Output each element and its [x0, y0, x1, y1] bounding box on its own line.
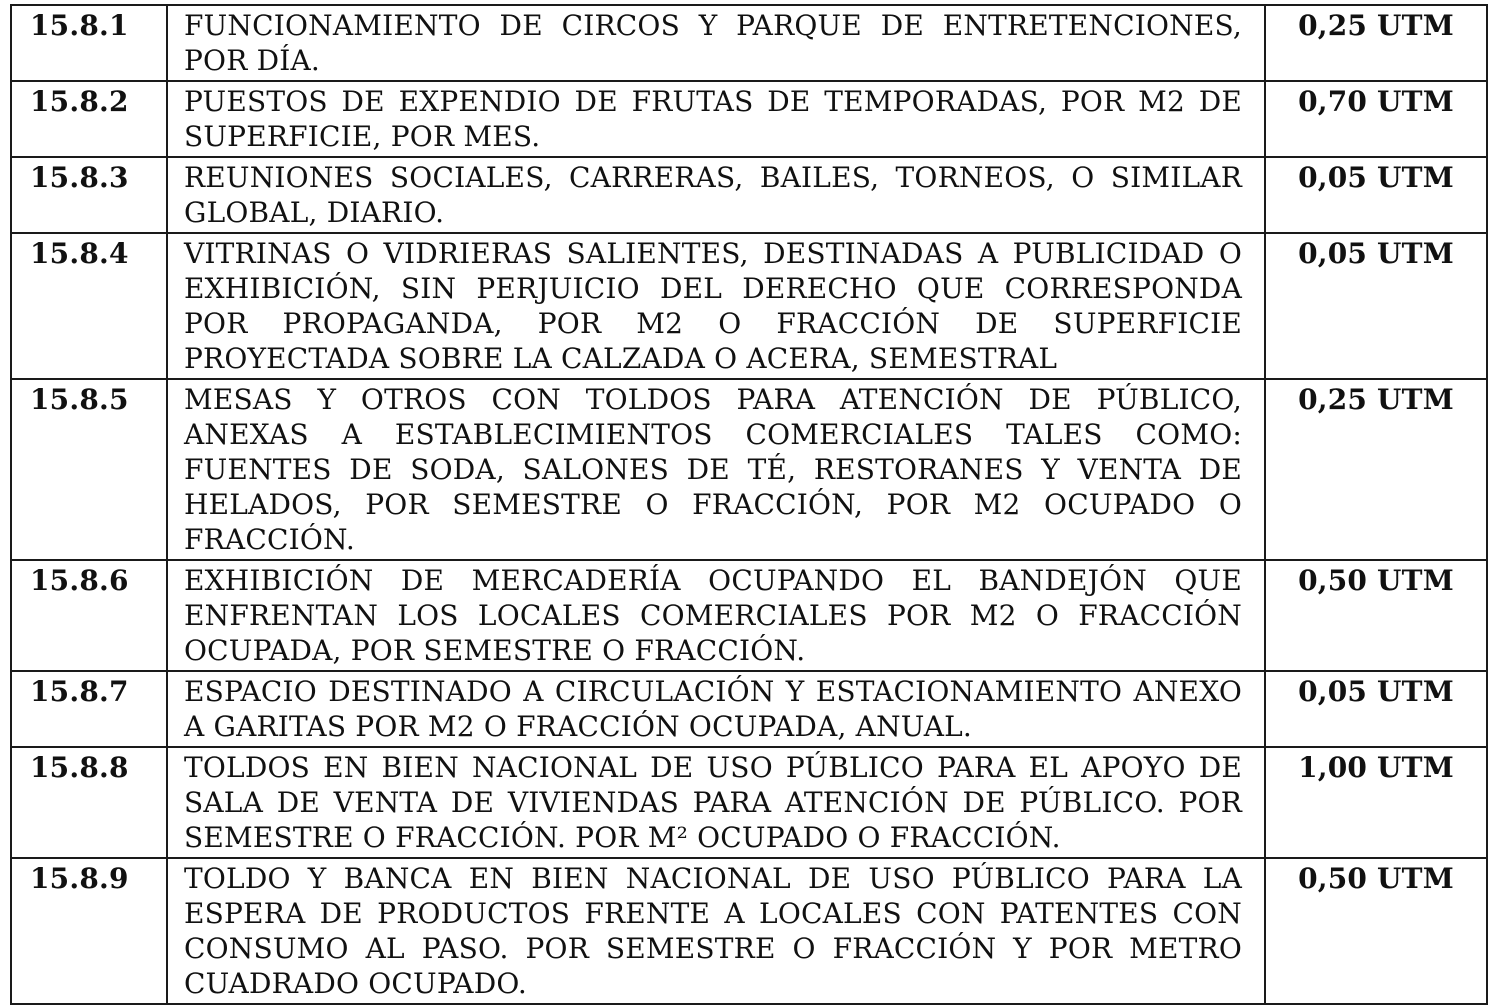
item-rate: 0,50 UTM	[1265, 560, 1487, 671]
item-rate: 0,70 UTM	[1265, 81, 1487, 157]
table-row	[11, 157, 1487, 233]
item-description: EXHIBICIÓN DE MERCADERÍA OCUPANDO EL BANDEJÓN QUE ENFRENTAN LOS LOCALES COMERCIALES POR M2 O FRACCIÓN OCUPADA, POR SEMESTRE O FRACCIÓN.	[167, 560, 1265, 671]
item-rate: 0,05 UTM	[1265, 671, 1487, 747]
item-description: REUNIONES SOCIALES, CARRERAS, BAILES, TORNEOS, O SIMILAR GLOBAL, DIARIO.	[167, 157, 1265, 233]
table-row	[11, 560, 1487, 671]
item-description: ESPACIO DESTINADO A CIRCULACIÓN Y ESTACIONAMIENTO ANEXO A GARITAS POR M2 O FRACCIÓN OCUPADA, ANUAL.	[167, 671, 1265, 747]
item-code: 15.8.2	[11, 81, 167, 157]
item-code: 15.8.7	[11, 671, 167, 747]
item-code: 15.8.8	[11, 747, 167, 858]
table-row	[11, 671, 1487, 747]
item-code: 15.8.4	[11, 233, 167, 379]
item-rate: 0,05 UTM	[1265, 233, 1487, 379]
item-description: MESAS Y OTROS CON TOLDOS PARA ATENCIÓN DE PÚBLICO, ANEXAS A ESTABLECIMIENTOS COMERCIALES TALES COMO: FUENTES DE SODA, SALONES DE TÉ, RESTORANES Y VENTA DE HELADOS, POR SEMESTRE O FRACCIÓN, POR M2 OCUPADO O FRACCIÓN.	[167, 379, 1265, 560]
item-code: 15.8.9	[11, 858, 167, 1004]
item-rate: 1,00 UTM	[1265, 747, 1487, 858]
tariff-table	[10, 4, 1488, 1005]
table-row	[11, 379, 1487, 560]
table-row	[11, 5, 1487, 81]
item-rate: 0,25 UTM	[1265, 5, 1487, 81]
item-rate: 0,25 UTM	[1265, 379, 1487, 560]
item-description: VITRINAS O VIDRIERAS SALIENTES, DESTINADAS A PUBLICIDAD O EXHIBICIÓN, SIN PERJUICIO DEL DERECHO QUE CORRESPONDA POR PROPAGANDA, POR M2 O FRACCIÓN DE SUPERFICIE PROYECTADA SOBRE LA CALZADA O ACERA, SEMESTRAL	[167, 233, 1265, 379]
item-code: 15.8.1	[11, 5, 167, 81]
table-row	[11, 81, 1487, 157]
item-description: PUESTOS DE EXPENDIO DE FRUTAS DE TEMPORADAS, POR M2 DE SUPERFICIE, POR MES.	[167, 81, 1265, 157]
table-row	[11, 233, 1487, 379]
item-code: 15.8.6	[11, 560, 167, 671]
table-row	[11, 858, 1487, 1004]
item-code: 15.8.5	[11, 379, 167, 560]
table-row	[11, 747, 1487, 858]
item-rate: 0,50 UTM	[1265, 858, 1487, 1004]
item-code: 15.8.3	[11, 157, 167, 233]
item-description: FUNCIONAMIENTO DE CIRCOS Y PARQUE DE ENTRETENCIONES, POR DÍA.	[167, 5, 1265, 81]
item-description: TOLDO Y BANCA EN BIEN NACIONAL DE USO PÚBLICO PARA LA ESPERA DE PRODUCTOS FRENTE A LOCALES CON PATENTES CON CONSUMO AL PASO. POR SEMESTRE O FRACCIÓN Y POR METRO CUADRADO OCUPADO.	[167, 858, 1265, 1004]
item-rate: 0,05 UTM	[1265, 157, 1487, 233]
item-description: TOLDOS EN BIEN NACIONAL DE USO PÚBLICO PARA EL APOYO DE SALA DE VENTA DE VIVIENDAS PARA ATENCIÓN DE PÚBLICO. POR SEMESTRE O FRACCIÓN. POR M² OCUPADO O FRACCIÓN.	[167, 747, 1265, 858]
